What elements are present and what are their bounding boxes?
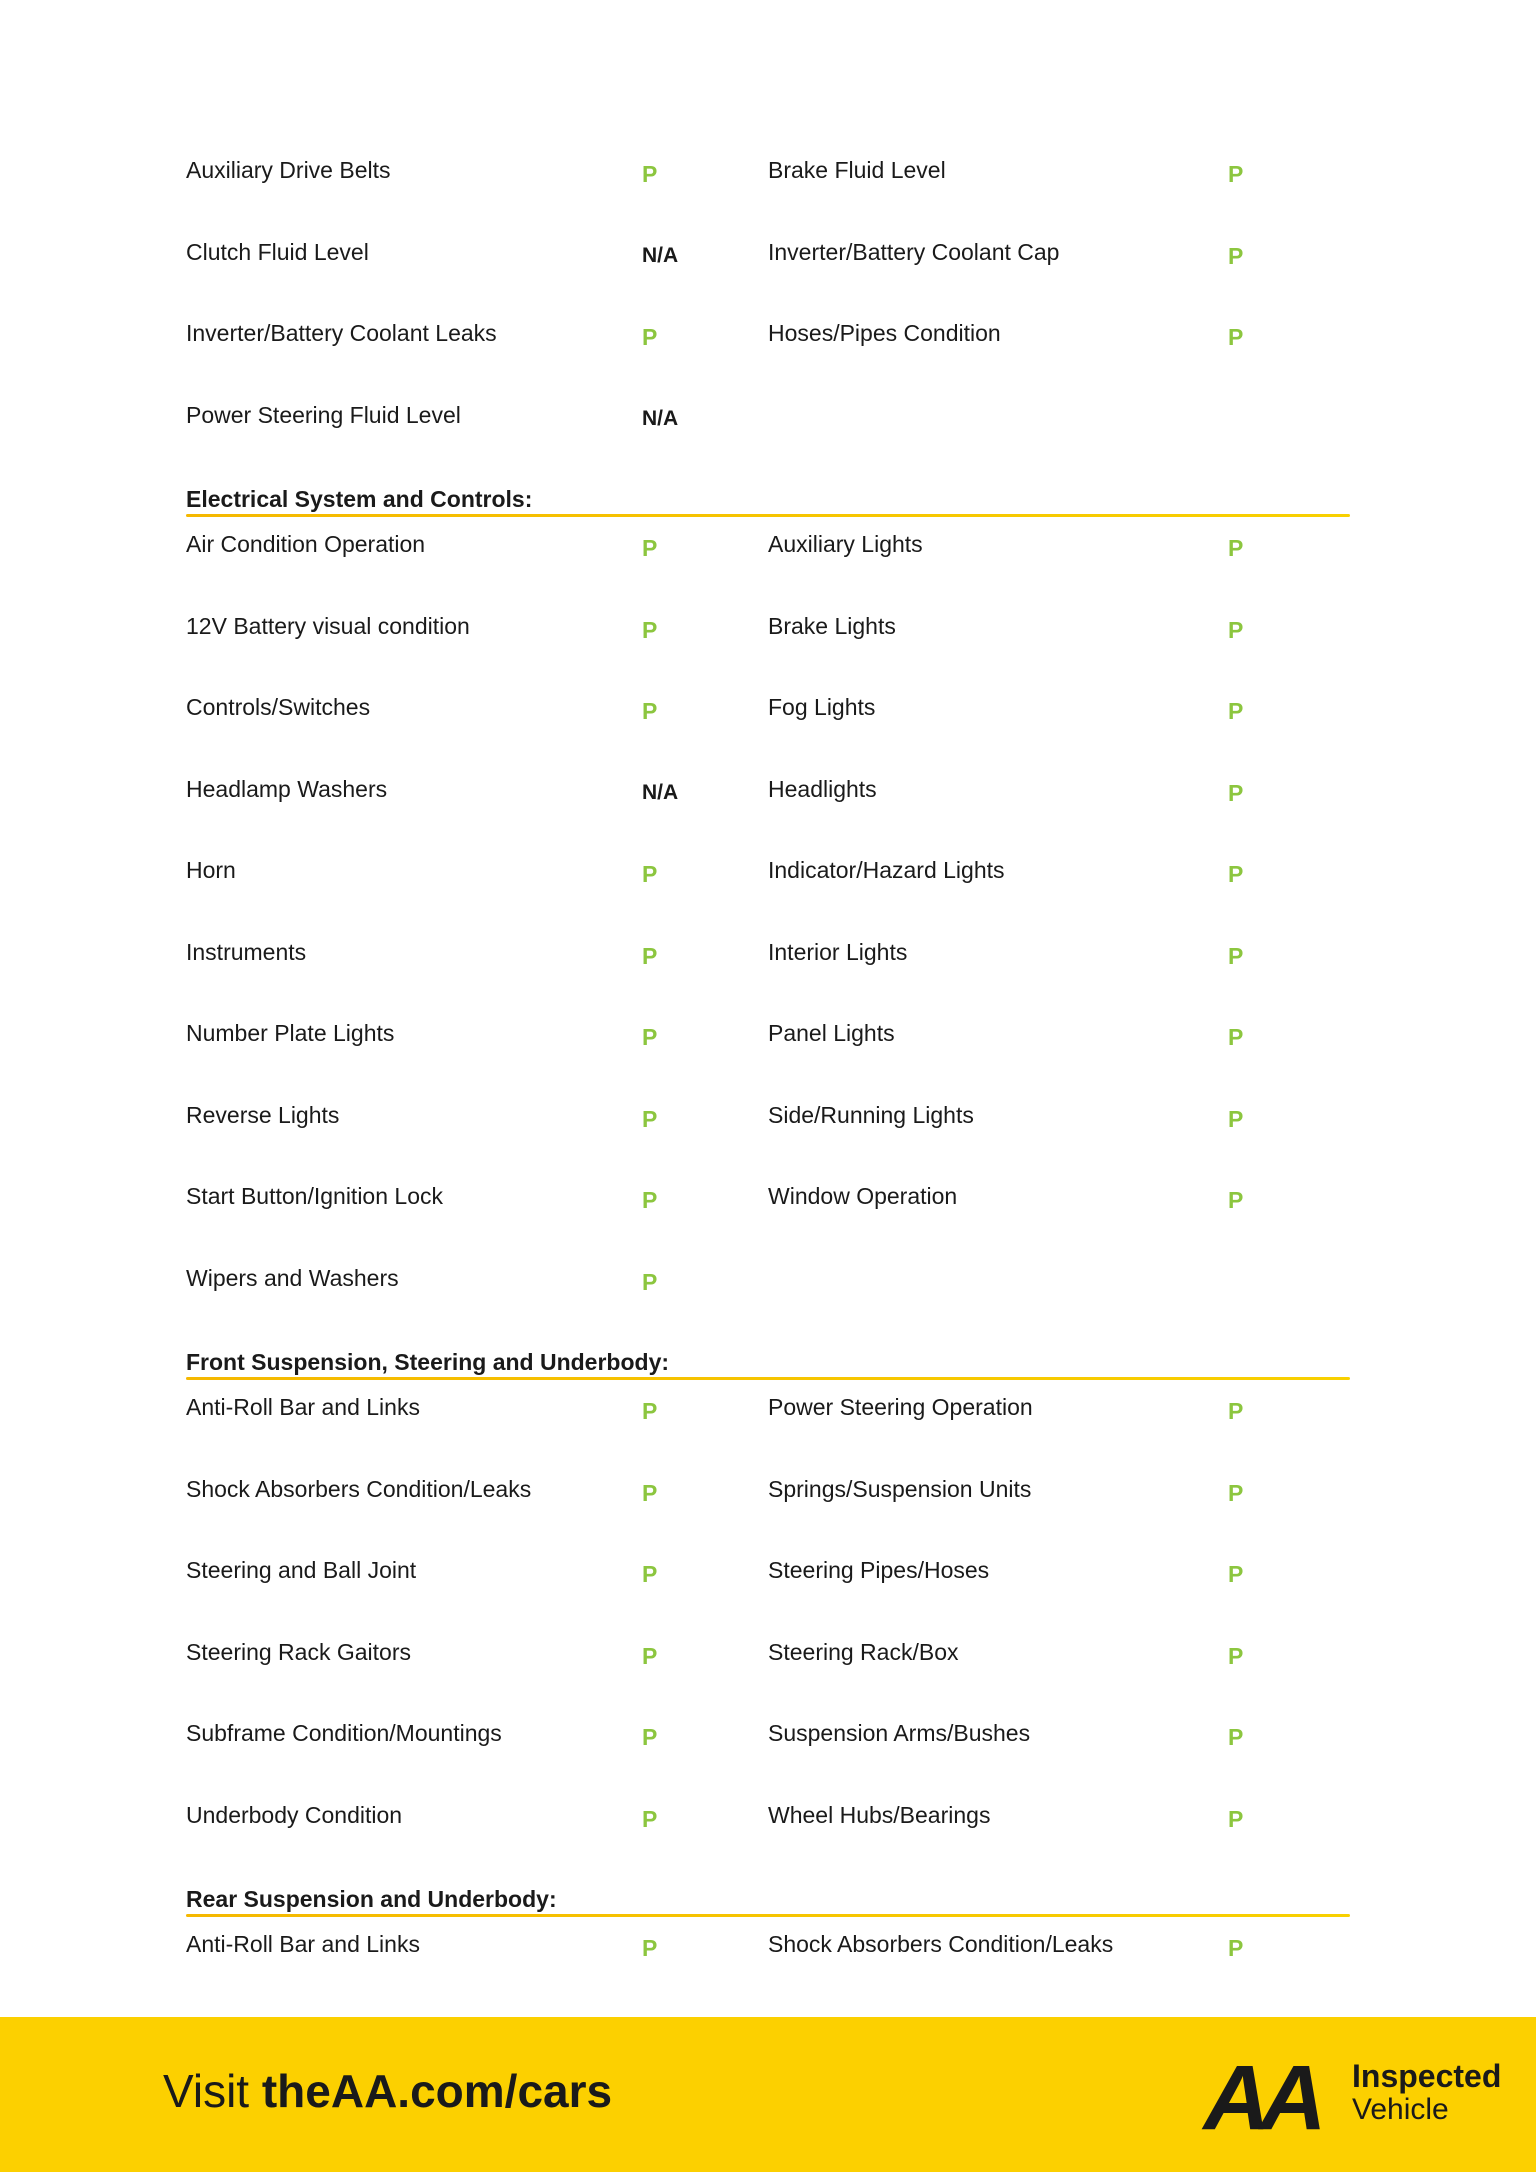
section-header [186,1344,1350,1392]
item-label: Horn [186,857,236,883]
checklist-grid [186,529,1350,1344]
status-pass: P [642,1805,658,1832]
item-label: Hoses/Pipes Condition [768,320,1001,346]
checklist-item [768,774,1350,856]
status-pass: P [1228,1642,1244,1669]
item-label: Springs/Suspension Units [768,1475,1032,1502]
item-label: Window Operation [768,1183,958,1209]
status-na: N/A [642,780,679,804]
checklist-item [186,611,768,693]
item-label: Inverter/Battery Coolant Leaks [186,320,497,346]
item-label: Power Steering Fluid Level [186,401,461,428]
status-pass: P [1228,1398,1244,1424]
checklist-item [186,692,768,774]
item-label: Anti-Roll Bar and Links [186,1931,420,1957]
checklist-item [768,1474,1350,1556]
item-label: Inverter/Battery Coolant Cap [768,238,1060,265]
visit-text [163,2061,612,2121]
checklist-item [768,1929,1350,2011]
status-pass: P [1228,1024,1244,1050]
status-pass: P [642,616,658,643]
section-header [186,1881,1350,1929]
status-pass: P [642,161,658,187]
item-label: Number Plate Lights [186,1020,395,1046]
checklist-item [768,855,1350,937]
status-pass: P [1228,779,1244,806]
checklist-item [768,1100,1350,1182]
checklist-item [768,155,1350,237]
aa-logo-icon [1200,2057,1320,2137]
item-label: Headlamp Washers [186,775,388,802]
status-pass: P [642,1561,658,1587]
checklist-item [186,1392,768,1474]
status-pass: P [642,1268,658,1295]
item-label: Reverse Lights [186,1101,340,1128]
status-pass: P [1228,1187,1244,1213]
item-label: Shock Absorbers Condition/Leaks [186,1475,532,1502]
checklist-item [186,400,768,482]
status-pass: P [642,535,658,561]
section-title: Rear Suspension and Underbody: [186,1886,557,1912]
status-pass: P [642,861,658,887]
checklist-item [186,1637,768,1719]
item-label: Interior Lights [768,938,908,965]
status-pass: P [1228,942,1244,969]
item-label: Auxiliary Drive Belts [186,157,391,183]
footer-banner [0,2017,1536,2172]
checklist-item [186,1100,768,1182]
status-pass: P [1228,1724,1244,1750]
checklist-item [186,855,768,937]
status-pass: P [642,1024,658,1050]
status-pass: P [642,1398,658,1424]
section-title: Front Suspension, Steering and Underbody: [186,1349,670,1375]
item-label: Power Steering Operation [768,1394,1033,1420]
item-label: 12V Battery visual condition [186,612,470,639]
status-na: N/A [642,243,679,267]
checklist-item [768,1800,1350,1882]
item-label: Clutch Fluid Level [186,238,369,265]
item-label: Air Condition Operation [186,531,426,557]
item-label: Start Button/Ignition Lock [186,1183,443,1209]
checklist-item [186,1018,768,1100]
status-pass: P [1228,324,1244,350]
status-pass: P [1228,1561,1244,1587]
checklist-item [768,611,1350,693]
checklist-item [186,155,768,237]
section-title: Electrical System and Controls: [186,486,533,512]
status-pass: P [1228,1805,1244,1832]
status-pass: P [642,324,658,350]
item-label: Steering and Ball Joint [186,1557,417,1583]
status-pass: P [642,698,658,724]
checklist-item [186,937,768,1019]
badge-line2: Vehicle [1352,2093,1449,2126]
status-pass: P [1228,1935,1244,1961]
checklist-item [186,1929,768,2011]
checklist-item [768,1637,1350,1719]
section-divider [186,1914,1350,1917]
status-pass: P [1228,1105,1244,1132]
checklist-item [186,774,768,856]
status-pass: P [642,1105,658,1132]
status-pass: P [1228,616,1244,643]
item-label: Headlights [768,775,877,802]
item-label: Steering Pipes/Hoses [768,1557,990,1583]
status-pass: P [1228,161,1244,187]
inspection-checklist [186,155,1350,2011]
checklist-item [186,529,768,611]
visit-prefix: Visit [163,2065,262,2117]
checklist-item [768,1392,1350,1474]
item-label: Panel Lights [768,1020,895,1046]
item-label: Steering Rack Gaitors [186,1638,411,1665]
checklist-grid [186,1929,1350,2011]
status-na: N/A [642,406,679,430]
status-pass: P [1228,535,1244,561]
status-pass: P [1228,861,1244,887]
item-label: Brake Lights [768,612,896,639]
item-label: Side/Running Lights [768,1101,974,1128]
badge-line1: Inspected [1352,2058,1502,2094]
checklist-item [186,1474,768,1556]
checklist-item [768,1555,1350,1637]
item-label: Steering Rack/Box [768,1638,959,1665]
section-divider [186,1377,1350,1380]
checklist-item [768,1018,1350,1100]
status-pass: P [1228,242,1244,269]
checklist-item [186,1718,768,1800]
checklist-item [186,237,768,319]
section-header [186,481,1350,529]
checklist-item [768,1181,1350,1263]
checklist-grid [186,155,1350,481]
status-pass: P [1228,1479,1244,1506]
item-label: Shock Absorbers Condition/Leaks [768,1931,1114,1957]
visit-link[interactable]: theAA.com/cars [261,2065,613,2117]
checklist-item [768,937,1350,1019]
item-label: Auxiliary Lights [768,531,923,557]
checklist-item [186,1181,768,1263]
status-pass: P [642,1479,658,1506]
status-pass: P [642,1935,658,1961]
inspected-vehicle-badge [1352,2059,1501,2127]
item-label: Brake Fluid Level [768,157,946,183]
checklist-item [186,1263,768,1345]
item-label: Wheel Hubs/Bearings [768,1801,991,1828]
status-pass: P [642,1187,658,1213]
item-label: Instruments [186,938,307,965]
status-pass: P [642,942,658,969]
item-label: Suspension Arms/Bushes [768,1720,1031,1746]
item-label: Subframe Condition/Mountings [186,1720,502,1746]
status-pass: P [1228,698,1244,724]
section-divider [186,514,1350,517]
checklist-grid [186,1392,1350,1881]
checklist-item [768,692,1350,774]
checklist-item [186,1800,768,1882]
checklist-item [768,237,1350,319]
item-label: Controls/Switches [186,694,371,720]
item-label: Underbody Condition [186,1801,403,1828]
status-pass: P [642,1724,658,1750]
checklist-item [186,318,768,400]
status-pass: P [642,1642,658,1669]
logo-text: AA [1203,2057,1317,2137]
checklist-item [768,1718,1350,1800]
item-label: Fog Lights [768,694,876,720]
checklist-item [186,1555,768,1637]
item-label: Indicator/Hazard Lights [768,857,1005,883]
item-label: Anti-Roll Bar and Links [186,1394,420,1420]
checklist-item [768,529,1350,611]
item-label: Wipers and Washers [186,1264,399,1291]
checklist-item [768,318,1350,400]
